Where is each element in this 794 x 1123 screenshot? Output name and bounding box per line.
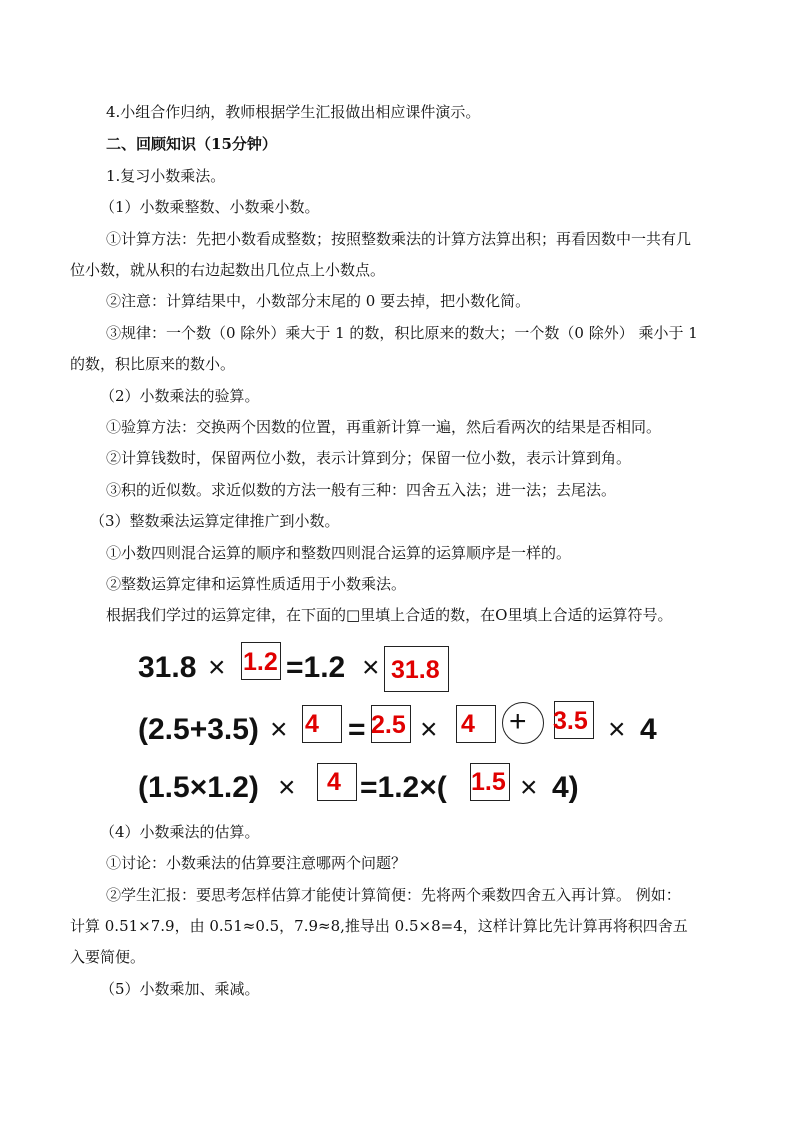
eq2-answer-3: 4	[461, 710, 475, 738]
eq1-times-1: ×	[208, 651, 226, 684]
sub-heading-1: （1）小数乘整数、小数乘小数。	[100, 198, 320, 216]
eq3-end: 4)	[552, 771, 579, 804]
check-method-text: ①验算方法：交换两个因数的位置，再重新计算一遍，然后看两次的结果是否相同。	[106, 418, 662, 436]
eq2-answer-1: 4	[305, 710, 319, 738]
method-text-2: 位小数，就从积的右边起数出几位点上小数点。	[70, 261, 386, 279]
sub-heading-2: （2）小数乘法的验算。	[100, 387, 260, 405]
sub-heading-5: （5）小数乘加、乘减。	[100, 980, 260, 998]
eq1-operand: 31.8	[138, 651, 197, 684]
eq3-times-1: ×	[278, 771, 296, 804]
report-text-2: 计算 0.51×7.9，由 0.51≈0.5，7.9≈8,推导出 0.5×8=4，这样计算比先计算再将积四舍五	[70, 917, 688, 935]
eq2-times-3: ×	[608, 713, 626, 746]
eq1-answer-1: 1.2	[243, 648, 278, 676]
rule-text-1: ③规律：一个数（0 除外）乘大于 1 的数，积比原来的数大；一个数（0 除外） 乘小于 1	[106, 324, 698, 342]
section-heading: 二、回顾知识（15分钟）	[106, 135, 277, 153]
eq3-answer-1: 4	[327, 768, 341, 796]
eq3-answer-2: 1.5	[471, 768, 506, 796]
approx-text: ③积的近似数。求近似数的方法一般有三种：四舍五入法；进一法；去尾法。	[106, 481, 617, 499]
method-text-1: ①计算方法：先把小数看成整数；按照整数乘法的计算方法算出积；再看因数中一共有几	[106, 230, 692, 248]
eq2-operator-answer: +	[509, 705, 527, 738]
eq2-times-1: ×	[270, 713, 288, 746]
eq2-answer-4: 3.5	[553, 707, 588, 735]
eq1-middle: =1.2	[286, 651, 346, 684]
eq2-equals: =	[348, 713, 366, 746]
rule-text-2: 的数，积比原来的数小。	[70, 355, 236, 373]
eq1-answer-2: 31.8	[391, 656, 440, 684]
money-text: ②计算钱数时，保留两位小数，表示计算到分；保留一位小数，表示计算到角。	[106, 449, 632, 467]
eq2-operand: (2.5+3.5)	[138, 713, 259, 746]
step-4-text: 4.小组合作归纳，教师根据学生汇报做出相应课件演示。	[106, 103, 481, 121]
note-text: ②注意：计算结果中，小数部分末尾的 0 要去掉，把小数化简。	[106, 292, 531, 310]
eq2-answer-2: 2.5	[371, 711, 406, 739]
instruction-text: 根据我们学过的运算定律，在下面的□里填上合适的数，在O里填上合适的运算符号。	[106, 606, 673, 624]
eq1-times-2: ×	[362, 651, 380, 684]
eq3-operand: (1.5×1.2)	[138, 771, 259, 804]
report-text-3: 入要简便。	[70, 948, 146, 966]
review-heading: 1.复习小数乘法。	[106, 167, 226, 185]
eq3-middle: =1.2×(	[360, 771, 447, 804]
eq3-times-2: ×	[520, 771, 538, 804]
discussion-text: ①讨论：小数乘法的估算要注意哪两个问题？	[106, 854, 407, 872]
eq2-end: 4	[640, 713, 657, 746]
eq2-times-2: ×	[420, 713, 438, 746]
report-text-1: ②学生汇报：要思考怎样估算才能使计算简便：先将两个乘数四舍五入再计算。 例如：	[106, 886, 681, 904]
sub-heading-3: （3）整数乘法运算定律推广到小数。	[90, 512, 340, 530]
sub-heading-4: （4）小数乘法的估算。	[100, 823, 260, 841]
laws-text: ②整数运算定律和运算性质适用于小数乘法。	[106, 575, 407, 593]
order-text: ①小数四则混合运算的顺序和整数四则混合运算的运算顺序是一样的。	[106, 544, 572, 562]
